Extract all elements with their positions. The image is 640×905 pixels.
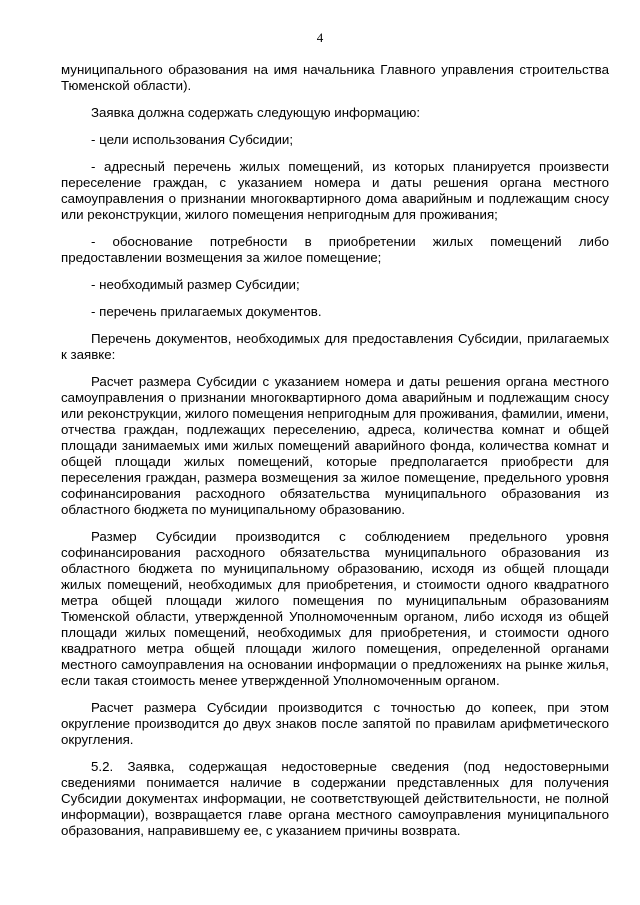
paragraph-11: Расчет размера Субсидии производится с точностью до копеек, при этом округление производится до двух знаков после запятой по правилам арифметического округления. bbox=[61, 700, 609, 747]
paragraph-12: 5.2. Заявка, содержащая недостоверные сведения (под недостоверными сведениями понимается наличие в содержании представленных для получения Субсидии документах информации, не соответствующей действительности, не полной информации), возвращается главе органа местного самоуправления муниципального образования, направившему ее, с указанием причины возврата. bbox=[61, 759, 609, 838]
paragraph-5: - обоснование потребности в приобретении жилых помещений либо предоставлении возмещения за жилое помещение; bbox=[61, 234, 609, 265]
paragraph-7: - перечень прилагаемых документов. bbox=[91, 304, 322, 319]
paragraph-4: - адресный перечень жилых помещений, из которых планируется произвести переселение граждан, с указанием номера и даты решения органа местного самоуправления о признании многоквартирного дома аварийным и подлежащим сносу или реконструкции, жилого помещения непригодным для проживания; bbox=[61, 159, 609, 222]
document-body bbox=[61, 62, 609, 850]
paragraph-2: Заявка должна содержать следующую информацию: bbox=[91, 105, 421, 120]
paragraph-10: Размер Субсидии производится с соблюдением предельного уровня софинансирования расходного обязательства муниципального образования из областного бюджета по муниципальному образованию, исходя из общей площади жилых помещений, необходимых для приобретения, и стоимости одного квадратного метра общей площади жилого помещения по муниципальным образованиям Тюменской области, утвержденной Уполномоченным органом, либо исходя из общей площади жилых помещений, необходимых для приобретения, и стоимости одного квадратного метра общей площади жилого помещения, определенной органами местного самоуправления на основании информации о предложениях на рынке жилья, если такая стоимость менее утвержденной Уполномоченным органом. bbox=[61, 529, 609, 688]
paragraph-8: Перечень документов, необходимых для предоставления Субсидии, прилагаемых к заявке: bbox=[61, 331, 609, 362]
paragraph-1: муниципального образования на имя начальника Главного управления строительства Тюменской области). bbox=[61, 62, 609, 93]
page-number: 4 bbox=[316, 30, 324, 45]
paragraph-3: - цели использования Субсидии; bbox=[91, 132, 294, 147]
paragraph-6: - необходимый размер Субсидии; bbox=[91, 277, 300, 292]
paragraph-9: Расчет размера Субсидии с указанием номера и даты решения органа местного самоуправления о признании многоквартирного дома аварийным и подлежащим сносу или реконструкции, жилого помещения непригодным для проживания, фамилии, имени, отчества граждан, подлежащих переселению, адреса, количества комнат и общей площади занимаемых ими жилых помещений аварийного фонда, количества комнат и общей площади жилых помещений, которые предполагается приобрести для переселения граждан, размера возмещения за жилое помещение, предельного уровня софинансирования расходного обязательства муниципального образования из областного бюджета по муниципальному образованию. bbox=[61, 374, 609, 517]
